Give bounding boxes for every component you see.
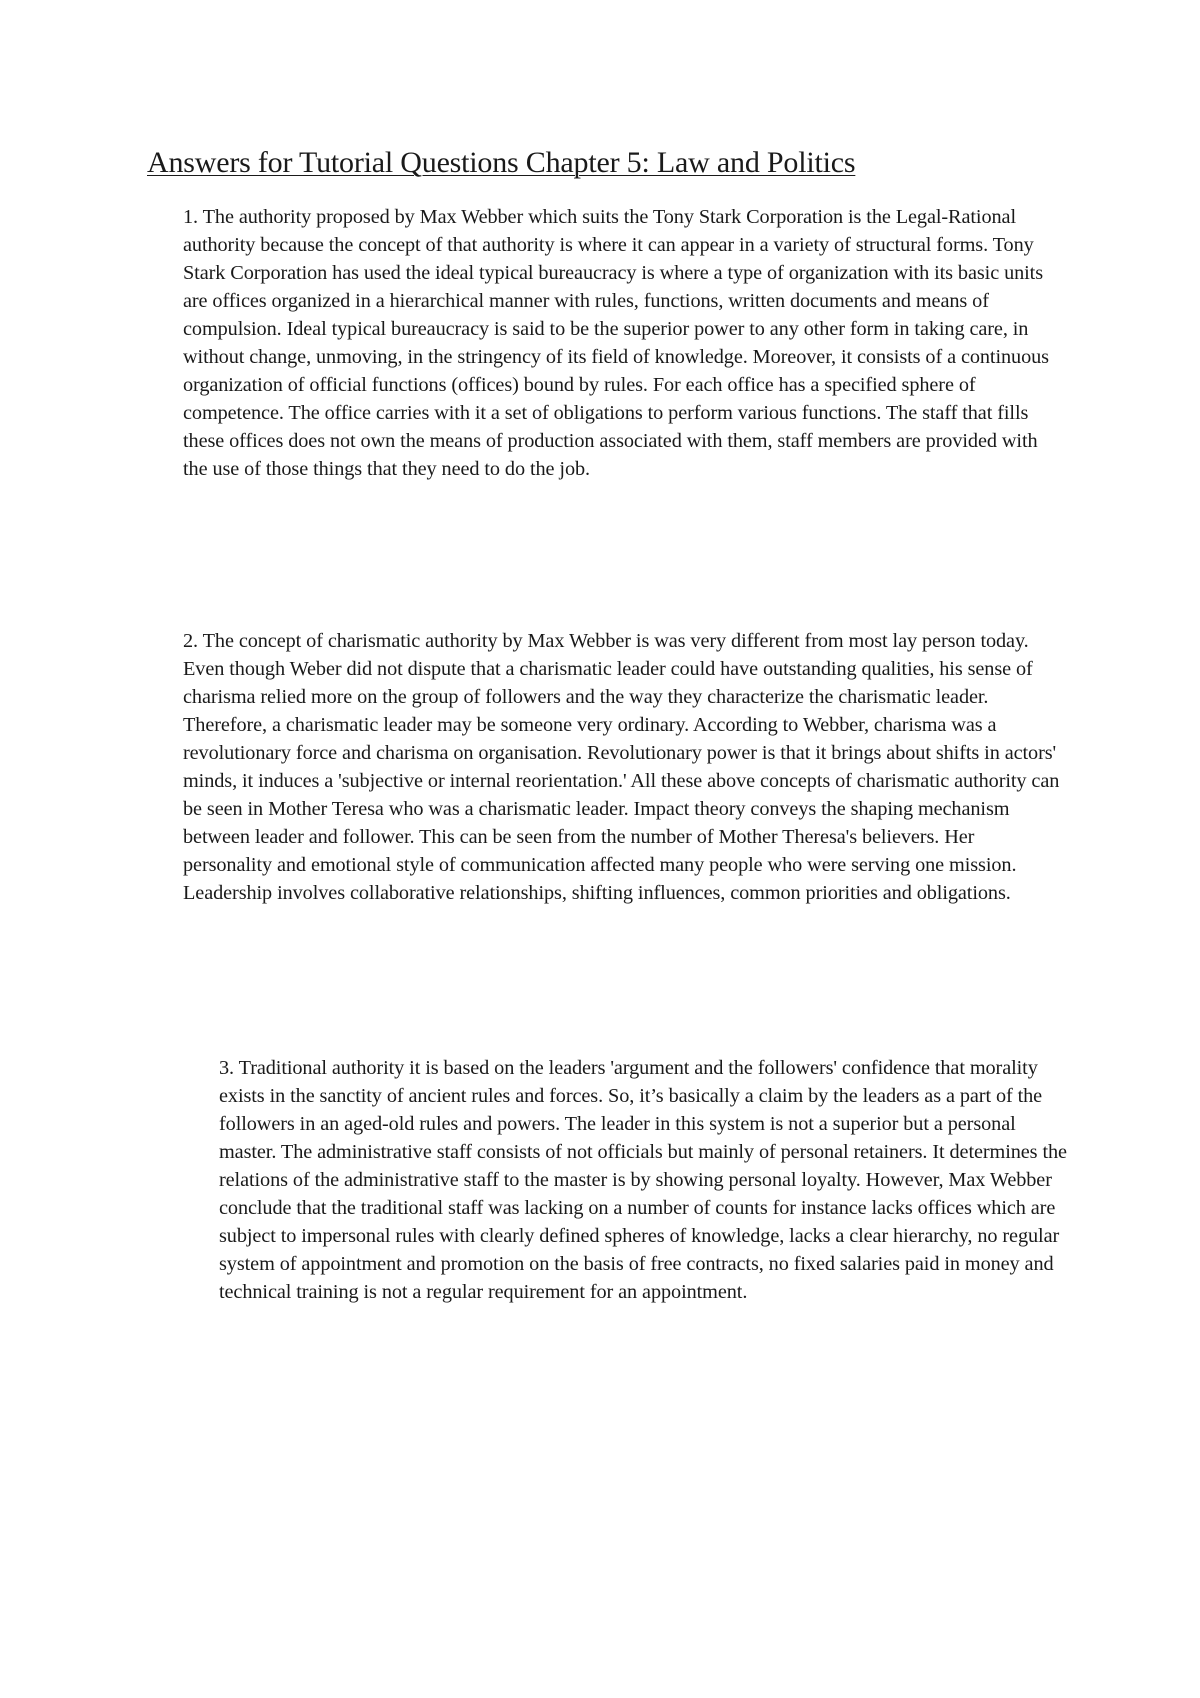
answer-2-paragraph: 2. The concept of charismatic authority by Max Webber is was very different from most lay person today. Even though Weber did not dispute that a charismatic leader could have outstanding qualities, his sense of charisma relied more on the group of followers and the way they characterize the charismatic leader. Therefore, a charismatic leader may be someone very ordinary. According to Webber, charisma was a revolutionary force and charisma on organisation. Revolutionary power is that it brings about shifts in actors' minds, it induces a 'subjective or internal reorientation.' All these above concepts of charismatic authority can be seen in Mother Teresa who was a charismatic leader. Impact theory conveys the shaping mechanism between leader and follower. This can be seen from the number of Mother Theresa's believers. Her personality and emotional style of communication affected many people who were serving one mission. Leadership involves collaborative relationships, shifting influences, common priorities and obligations.: [183, 630, 1060, 904]
answer-3-paragraph: 3. Traditional authority it is based on the leaders 'argument and the followers' confidence that morality exists in the sanctity of ancient rules and forces. So, it’s basically a claim by the leaders as a part of the followers in an aged-old rules and powers. The leader in this system is not a superior but a personal master. The administrative staff consists of not officials but mainly of personal retainers. It determines the relations of the administrative staff to the master is by showing personal loyalty. However, Max Webber conclude that the traditional staff was lacking on a number of counts for instance lacks offices which are subject to impersonal rules with clearly defined spheres of knowledge, lacks a clear hierarchy, no regular system of appointment and promotion on the basis of free contracts, no fixed salaries paid in money and technical training is not a regular requirement for an appointment.: [219, 1057, 1067, 1303]
answer-1-paragraph: 1. The authority proposed by Max Webber which suits the Tony Stark Corporation is the Legal-Rational authority because the concept of that authority is where it can appear in a variety of structural forms. Tony Stark Corporation has used the ideal typical bureaucracy is where a type of organization with its basic units are offices organized in a hierarchical manner with rules, functions, written documents and means of compulsion. Ideal typical bureaucracy is said to be the superior power to any other form in taking care, in without change, unmoving, in the stringency of its field of knowledge. Moreover, it consists of a continuous organization of official functions (offices) bound by rules. For each office has a specified sphere of competence. The office carries with it a set of obligations to perform various functions. The staff that fills these offices does not own the means of production associated with them, staff members are provided with the use of those things that they need to do the job.: [183, 206, 1049, 480]
document-title: Answers for Tutorial Questions Chapter 5: Law and Politics: [147, 146, 856, 179]
